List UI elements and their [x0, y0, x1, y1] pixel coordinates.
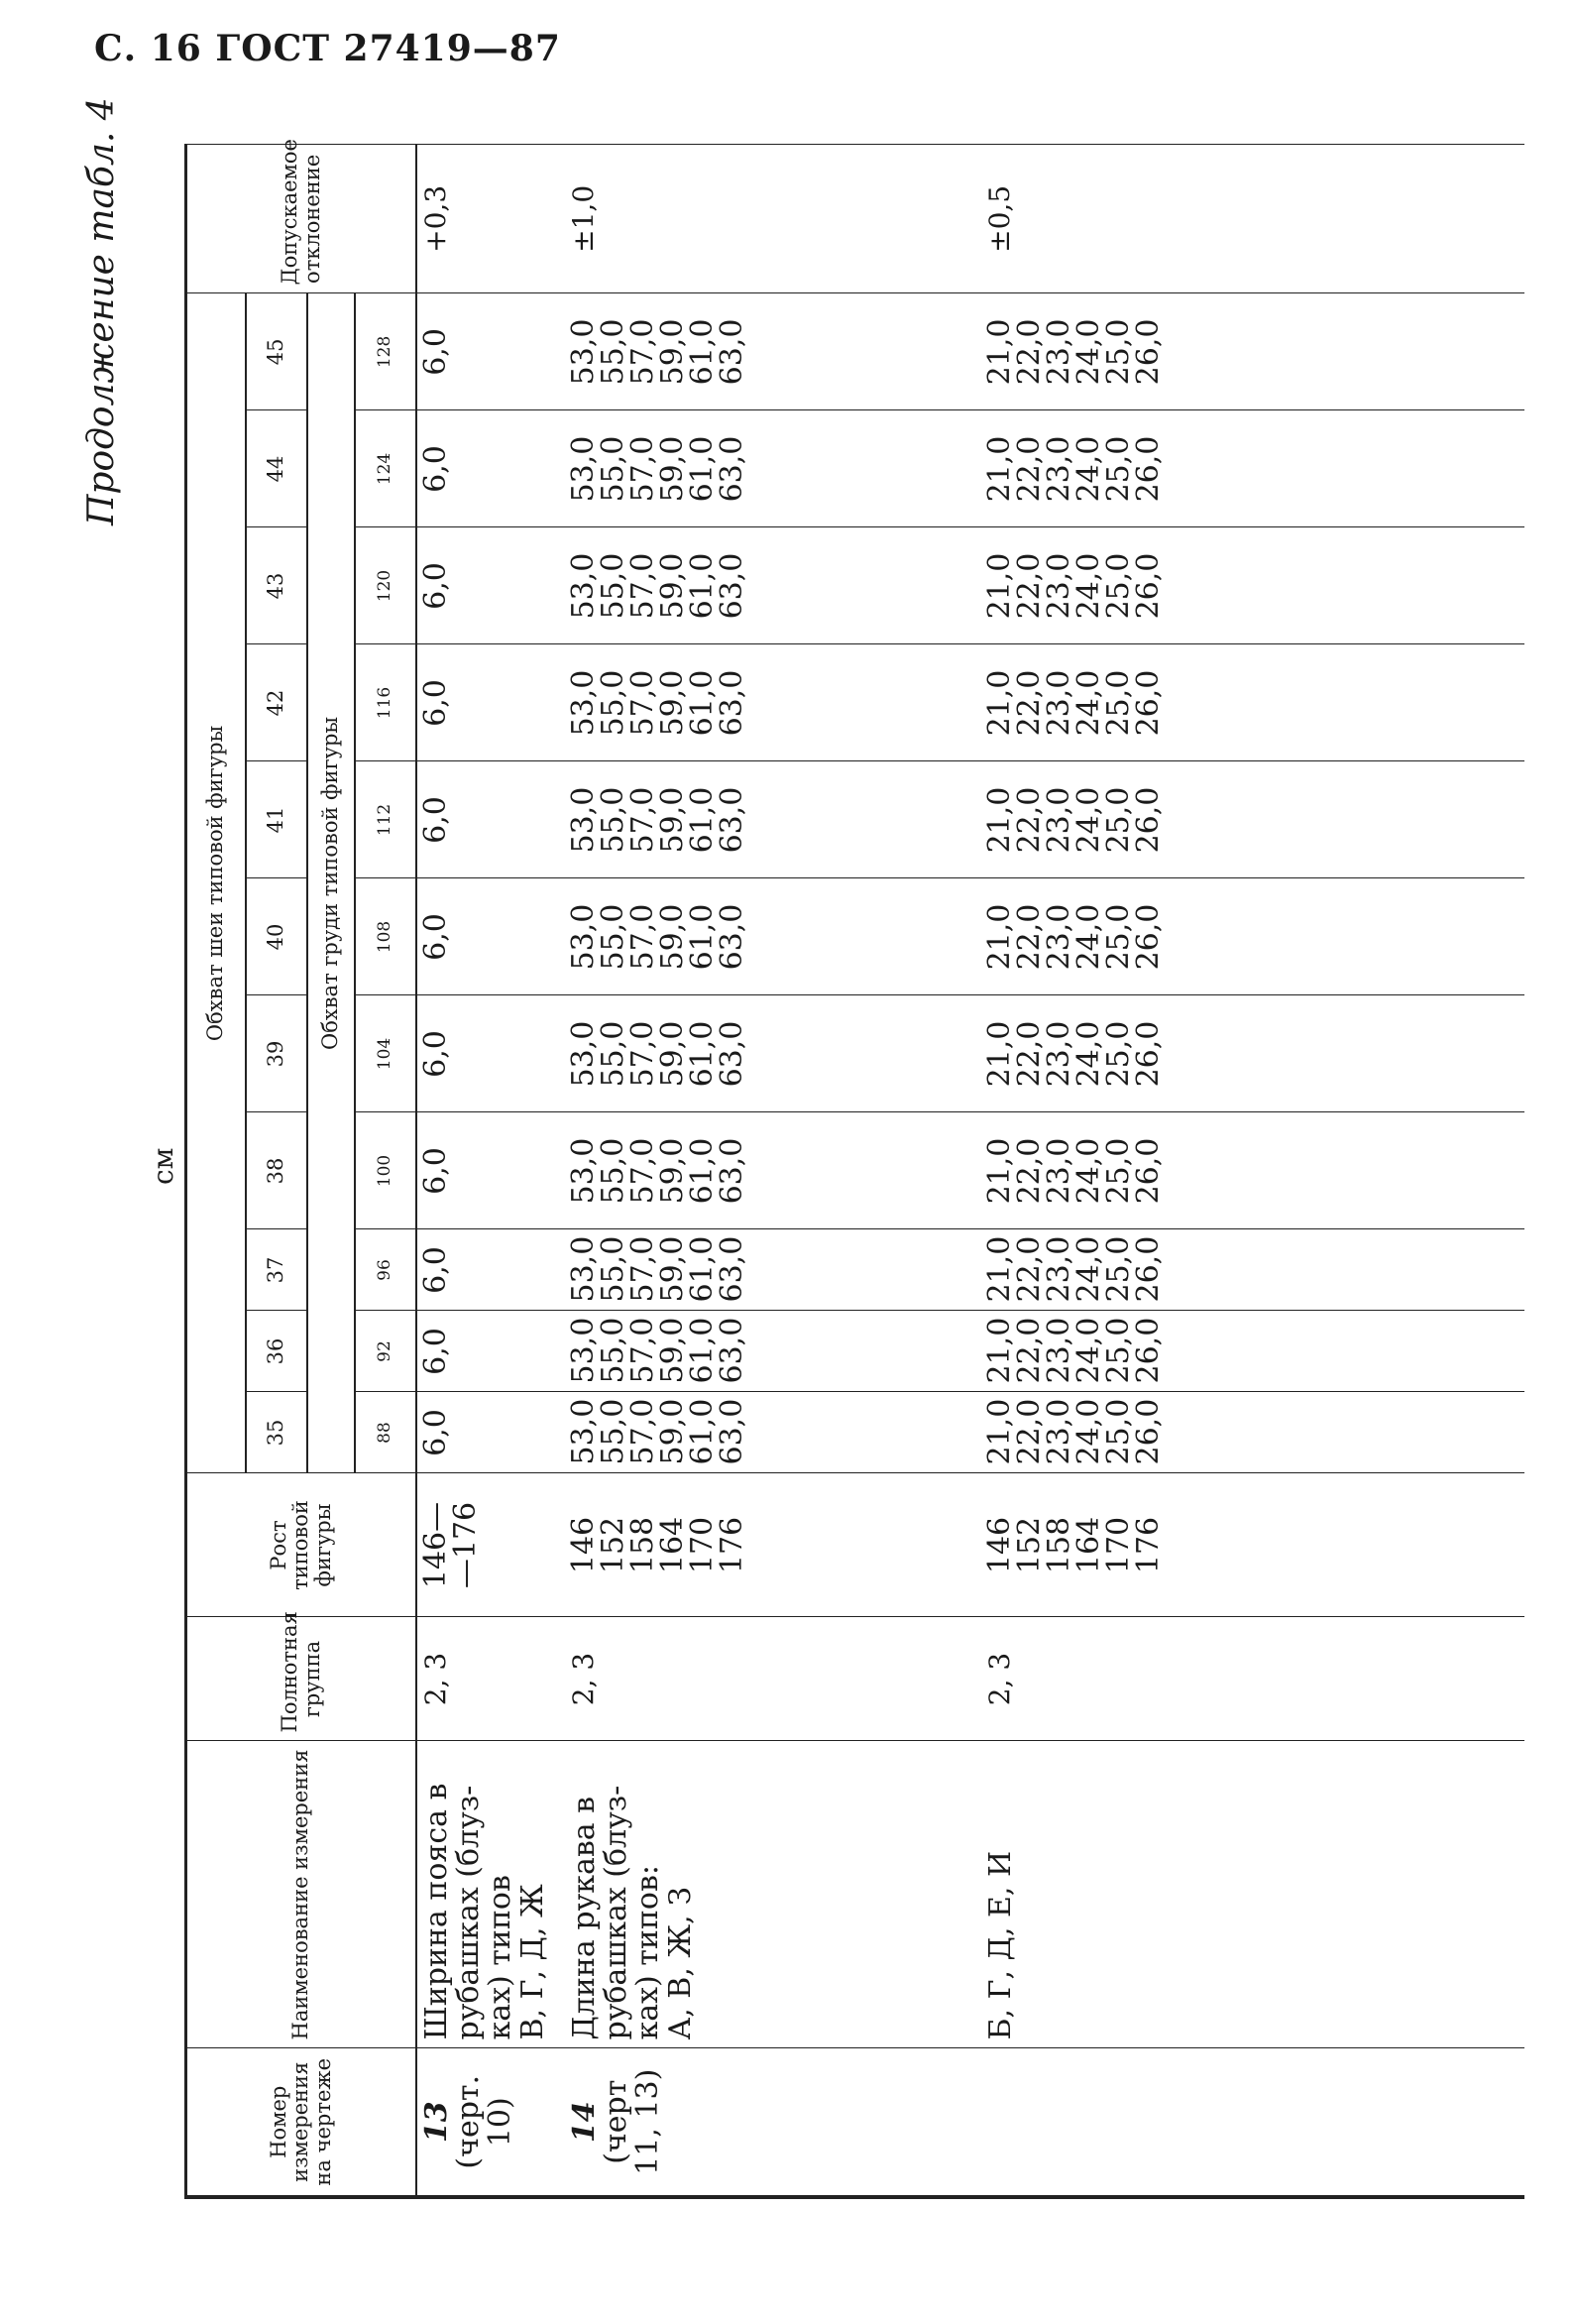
size-value: 55,0 — [595, 669, 630, 737]
size-value: 55,0 — [595, 1020, 630, 1088]
size-value: 22,0 — [1011, 1137, 1047, 1205]
size-value: 25,0 — [1100, 435, 1136, 503]
size-value-cell — [416, 1229, 565, 1311]
size-value: 55,0 — [595, 786, 630, 854]
size-value: 63,0 — [714, 318, 749, 386]
size-value: 21,0 — [981, 552, 1017, 620]
size-value: 61,0 — [684, 1317, 720, 1384]
size-value-cell — [416, 995, 565, 1112]
size-value: 55,0 — [595, 318, 630, 386]
size-value: 25,0 — [1100, 1398, 1136, 1465]
table-row — [416, 145, 565, 2197]
full-group-cell — [981, 1617, 1524, 1741]
neck-size: 38 — [246, 1112, 307, 1229]
size-value: 24,0 — [1070, 1317, 1106, 1384]
size-value-cell — [981, 293, 1524, 410]
size-value: 57,0 — [624, 1137, 660, 1205]
header-neck: Обхват шеи типовой фигуры — [186, 293, 246, 1473]
height-value: 176 — [714, 1516, 749, 1574]
size-value: 59,0 — [654, 786, 690, 854]
size-value: 59,0 — [654, 1137, 690, 1205]
header-height: Рост типовой фигуры — [186, 1473, 416, 1617]
table-frame — [184, 139, 1522, 2199]
size-value: 61,0 — [684, 318, 720, 386]
size-value: 26,0 — [1130, 552, 1166, 620]
size-value: 6,0 — [417, 562, 453, 610]
size-value: 22,0 — [1011, 1235, 1047, 1303]
height-value: 146 — [981, 1516, 1017, 1574]
size-value: 24,0 — [1070, 1398, 1106, 1465]
size-value: 22,0 — [1011, 903, 1047, 971]
measure-name-cell — [416, 1741, 565, 2048]
size-value: 57,0 — [624, 435, 660, 503]
size-value: 21,0 — [981, 435, 1017, 503]
size-value: 21,0 — [981, 318, 1017, 386]
size-value: 53,0 — [565, 552, 601, 620]
measurements-table — [184, 139, 1524, 2199]
measure-number: 13 — [418, 2101, 454, 2144]
size-value-cell — [416, 1392, 565, 1473]
measure-name-cell — [981, 1741, 1524, 2048]
size-value-cell — [981, 878, 1524, 995]
measure-name-line: ках) типов — [483, 1875, 518, 2040]
size-value: 57,0 — [624, 1235, 660, 1303]
height-value: 146 — [565, 1516, 601, 1574]
size-value: 59,0 — [654, 669, 690, 737]
full-group-value: 2, 3 — [418, 1652, 452, 1706]
size-value: 6,0 — [417, 328, 453, 376]
size-value: 25,0 — [1100, 1317, 1136, 1384]
size-value: 26,0 — [1130, 1398, 1166, 1465]
size-value: 63,0 — [714, 435, 749, 503]
size-value: 22,0 — [1011, 1020, 1047, 1088]
measure-name-cell — [565, 1741, 981, 2048]
measure-number-cell — [565, 2048, 981, 2197]
neck-size: 36 — [246, 1311, 307, 1392]
size-value: 55,0 — [595, 1137, 630, 1205]
full-group-cell — [565, 1617, 981, 1741]
height-value: 152 — [1011, 1516, 1047, 1574]
header-measure-no: Номер измерения на чертеже — [186, 2048, 416, 2197]
size-value: 53,0 — [565, 903, 601, 971]
size-value: 53,0 — [565, 1398, 601, 1465]
size-value: 57,0 — [624, 318, 660, 386]
tolerance-cell — [565, 145, 981, 293]
size-value: 24,0 — [1070, 669, 1106, 737]
size-value-cell — [981, 527, 1524, 644]
size-value-cell — [981, 644, 1524, 761]
height-value: 158 — [1041, 1516, 1076, 1574]
size-value: 22,0 — [1011, 552, 1047, 620]
size-value: 53,0 — [565, 318, 601, 386]
size-value: 57,0 — [624, 552, 660, 620]
size-value: 53,0 — [565, 435, 601, 503]
size-value: 25,0 — [1100, 552, 1136, 620]
header-tolerance: Допускаемое отклонение — [186, 145, 416, 293]
size-value: 23,0 — [1041, 1317, 1076, 1384]
size-value-cell — [416, 761, 565, 878]
size-value: 61,0 — [684, 435, 720, 503]
size-value: 23,0 — [1041, 1137, 1076, 1205]
size-value: 22,0 — [1011, 435, 1047, 503]
header-full-group: Полнотная группа — [186, 1617, 416, 1741]
measure-name-line: Б, Г, Д, Е, И — [982, 1850, 1018, 2040]
size-value: 23,0 — [1041, 1235, 1076, 1303]
size-value: 6,0 — [417, 1246, 453, 1294]
chest-size: 112 — [355, 761, 416, 878]
size-value-cell — [416, 644, 565, 761]
size-value-cell — [565, 761, 981, 878]
size-value: 26,0 — [1130, 1020, 1166, 1088]
measure-name-line: А, В, Ж, З — [662, 1887, 698, 2040]
height-value: 170 — [684, 1516, 720, 1574]
size-value: 61,0 — [684, 903, 720, 971]
size-value: 24,0 — [1070, 1137, 1106, 1205]
size-value: 6,0 — [417, 1030, 453, 1078]
neck-size: 39 — [246, 995, 307, 1112]
size-value-cell — [981, 995, 1524, 1112]
size-value: 23,0 — [1041, 1398, 1076, 1465]
size-value: 22,0 — [1011, 669, 1047, 737]
size-value: 55,0 — [595, 435, 630, 503]
size-value: 21,0 — [981, 1398, 1017, 1465]
size-value-cell — [565, 1229, 981, 1311]
measure-name-line: Длина рукава в — [566, 1796, 602, 2040]
size-value-cell — [981, 761, 1524, 878]
size-value: 53,0 — [565, 786, 601, 854]
chest-size: 100 — [355, 1112, 416, 1229]
size-value: 55,0 — [595, 1317, 630, 1384]
size-value: 21,0 — [981, 1137, 1017, 1205]
size-value: 24,0 — [1070, 1020, 1106, 1088]
size-value: 57,0 — [624, 903, 660, 971]
tolerance-value: ±0,5 — [982, 184, 1016, 253]
size-value: 25,0 — [1100, 669, 1136, 737]
measure-number-cell — [416, 2048, 565, 2197]
size-value-cell — [416, 410, 565, 527]
size-value: 63,0 — [714, 1235, 749, 1303]
measure-name-line: рубашках (блуз- — [598, 1785, 633, 2040]
measure-name-line: В, Г, Д, Ж — [514, 1884, 550, 2040]
size-value-cell — [565, 293, 981, 410]
size-value-cell — [565, 410, 981, 527]
size-value: 26,0 — [1130, 669, 1166, 737]
measure-name-line: рубашках (блуз- — [450, 1785, 486, 2040]
neck-size: 41 — [246, 761, 307, 878]
size-value-cell — [416, 1112, 565, 1229]
chest-size: 120 — [355, 527, 416, 644]
height-value: 152 — [595, 1516, 630, 1574]
size-value: 21,0 — [981, 903, 1017, 971]
size-value: 63,0 — [714, 669, 749, 737]
size-value-cell — [416, 878, 565, 995]
size-value: 24,0 — [1070, 318, 1106, 386]
size-value: 59,0 — [654, 903, 690, 971]
size-value: 59,0 — [654, 1020, 690, 1088]
size-value: 59,0 — [654, 552, 690, 620]
size-value: 63,0 — [714, 1020, 749, 1088]
size-value: 25,0 — [1100, 786, 1136, 854]
size-value: 6,0 — [417, 796, 453, 844]
size-value: 25,0 — [1100, 1235, 1136, 1303]
size-value: 22,0 — [1011, 318, 1047, 386]
tolerance-cell — [416, 145, 565, 293]
size-value: 24,0 — [1070, 786, 1106, 854]
size-value: 24,0 — [1070, 435, 1106, 503]
chest-size: 92 — [355, 1311, 416, 1392]
size-value-cell — [981, 1229, 1524, 1311]
size-value: 6,0 — [417, 913, 453, 961]
size-value: 26,0 — [1130, 318, 1166, 386]
size-value: 21,0 — [981, 1020, 1017, 1088]
size-value: 24,0 — [1070, 1235, 1106, 1303]
header-measure-name: Наименование измерения — [186, 1741, 416, 2048]
height-value: 170 — [1100, 1516, 1136, 1574]
chest-size: 108 — [355, 878, 416, 995]
size-value: 55,0 — [595, 552, 630, 620]
size-value: 26,0 — [1130, 1235, 1166, 1303]
size-value: 26,0 — [1130, 786, 1166, 854]
size-value: 63,0 — [714, 1137, 749, 1205]
size-value: 59,0 — [654, 318, 690, 386]
size-value-cell — [565, 1392, 981, 1473]
size-value: 59,0 — [654, 1398, 690, 1465]
full-group-cell — [416, 1617, 565, 1741]
size-value: 61,0 — [684, 552, 720, 620]
size-value: 53,0 — [565, 1235, 601, 1303]
full-group-value: 2, 3 — [982, 1652, 1016, 1706]
size-value: 23,0 — [1041, 786, 1076, 854]
size-value: 61,0 — [684, 1235, 720, 1303]
height-value: 176 — [1130, 1516, 1166, 1574]
size-value: 25,0 — [1100, 1137, 1136, 1205]
size-value-cell — [981, 1112, 1524, 1229]
size-value: 6,0 — [417, 1147, 453, 1195]
size-value: 63,0 — [714, 786, 749, 854]
size-value: 24,0 — [1070, 903, 1106, 971]
size-value: 53,0 — [565, 1137, 601, 1205]
size-value: 23,0 — [1041, 552, 1076, 620]
size-value: 59,0 — [654, 1317, 690, 1384]
height-cell — [565, 1473, 981, 1617]
size-value: 24,0 — [1070, 552, 1106, 620]
size-value: 23,0 — [1041, 669, 1076, 737]
size-value: 55,0 — [595, 903, 630, 971]
size-value: 59,0 — [654, 1235, 690, 1303]
measure-number-cell — [981, 2048, 1524, 2197]
size-value: 63,0 — [714, 552, 749, 620]
size-value: 22,0 — [1011, 1398, 1047, 1465]
size-value: 63,0 — [714, 1398, 749, 1465]
size-value: 26,0 — [1130, 1317, 1166, 1384]
neck-size: 45 — [246, 293, 307, 410]
size-value-cell — [565, 527, 981, 644]
height-value: 164 — [654, 1516, 690, 1574]
size-value-cell — [416, 293, 565, 410]
size-value: 23,0 — [1041, 903, 1076, 971]
tolerance-cell — [981, 145, 1524, 293]
neck-size: 44 — [246, 410, 307, 527]
size-value-cell — [981, 1311, 1524, 1392]
tolerance-value: +0,3 — [418, 184, 452, 253]
height-value: 158 — [624, 1516, 660, 1574]
size-value: 21,0 — [981, 1235, 1017, 1303]
neck-size: 43 — [246, 527, 307, 644]
chest-size: 88 — [355, 1392, 416, 1473]
size-value-cell — [416, 1311, 565, 1392]
size-value-cell — [565, 878, 981, 995]
size-value-cell — [416, 527, 565, 644]
measure-name-line: Ширина пояса в — [418, 1783, 454, 2040]
tolerance-value: ±1,0 — [566, 184, 600, 253]
size-value: 57,0 — [624, 786, 660, 854]
size-value: 6,0 — [417, 1409, 453, 1456]
size-value: 55,0 — [595, 1235, 630, 1303]
size-value-cell — [565, 644, 981, 761]
measure-reference: (черт. 10) — [450, 2074, 518, 2169]
chest-size: 116 — [355, 644, 416, 761]
height-value: 146— — [417, 1501, 453, 1589]
size-value: 25,0 — [1100, 1020, 1136, 1088]
size-value-cell — [981, 1392, 1524, 1473]
neck-size: 35 — [246, 1392, 307, 1473]
height-cell — [981, 1473, 1524, 1617]
size-value: 53,0 — [565, 669, 601, 737]
rotated-table-wrapper — [184, 139, 1522, 2199]
size-value: 61,0 — [684, 1398, 720, 1465]
header-chest: Обхват груди типовой фигуры — [307, 293, 355, 1473]
measure-name-line: ках) типов: — [630, 1865, 666, 2040]
size-value-cell — [565, 1311, 981, 1392]
size-value: 23,0 — [1041, 318, 1076, 386]
size-value: 6,0 — [417, 679, 453, 727]
neck-size: 42 — [246, 644, 307, 761]
size-value: 22,0 — [1011, 1317, 1047, 1384]
size-value: 53,0 — [565, 1020, 601, 1088]
size-value: 53,0 — [565, 1317, 601, 1384]
page-header: С. 16 ГОСТ 27419—87 — [94, 28, 561, 69]
full-group-value: 2, 3 — [566, 1652, 600, 1706]
size-value-cell — [981, 410, 1524, 527]
size-value: 21,0 — [981, 669, 1017, 737]
size-value: 63,0 — [714, 1317, 749, 1384]
size-value: 6,0 — [417, 445, 453, 493]
measure-reference: (черт 11, 13) — [598, 2068, 666, 2175]
table-row — [981, 145, 1524, 2197]
height-value: —176 — [447, 1501, 483, 1589]
size-value-cell — [565, 995, 981, 1112]
size-value: 21,0 — [981, 786, 1017, 854]
measure-number: 14 — [566, 2101, 602, 2144]
size-value: 25,0 — [1100, 318, 1136, 386]
size-value: 61,0 — [684, 786, 720, 854]
chest-size: 128 — [355, 293, 416, 410]
size-value: 25,0 — [1100, 903, 1136, 971]
height-value: 164 — [1070, 1516, 1106, 1574]
size-value: 59,0 — [654, 435, 690, 503]
table-row — [565, 145, 981, 2197]
size-value: 57,0 — [624, 669, 660, 737]
chest-size: 96 — [355, 1229, 416, 1311]
neck-size: 40 — [246, 878, 307, 995]
size-value: 61,0 — [684, 1137, 720, 1205]
size-value: 57,0 — [624, 1317, 660, 1384]
size-value: 55,0 — [595, 1398, 630, 1465]
size-value: 6,0 — [417, 1328, 453, 1375]
size-value: 26,0 — [1130, 903, 1166, 971]
size-value: 22,0 — [1011, 786, 1047, 854]
chest-size: 104 — [355, 995, 416, 1112]
height-cell — [416, 1473, 565, 1617]
size-value: 26,0 — [1130, 435, 1166, 503]
neck-size: 37 — [246, 1229, 307, 1311]
size-value: 23,0 — [1041, 435, 1076, 503]
size-value: 57,0 — [624, 1398, 660, 1465]
size-value: 63,0 — [714, 903, 749, 971]
size-value: 26,0 — [1130, 1137, 1166, 1205]
size-value: 23,0 — [1041, 1020, 1076, 1088]
size-value-cell — [565, 1112, 981, 1229]
chest-size: 124 — [355, 410, 416, 527]
size-value: 61,0 — [684, 669, 720, 737]
size-value: 21,0 — [981, 1317, 1017, 1384]
size-value: 57,0 — [624, 1020, 660, 1088]
size-value: 61,0 — [684, 1020, 720, 1088]
